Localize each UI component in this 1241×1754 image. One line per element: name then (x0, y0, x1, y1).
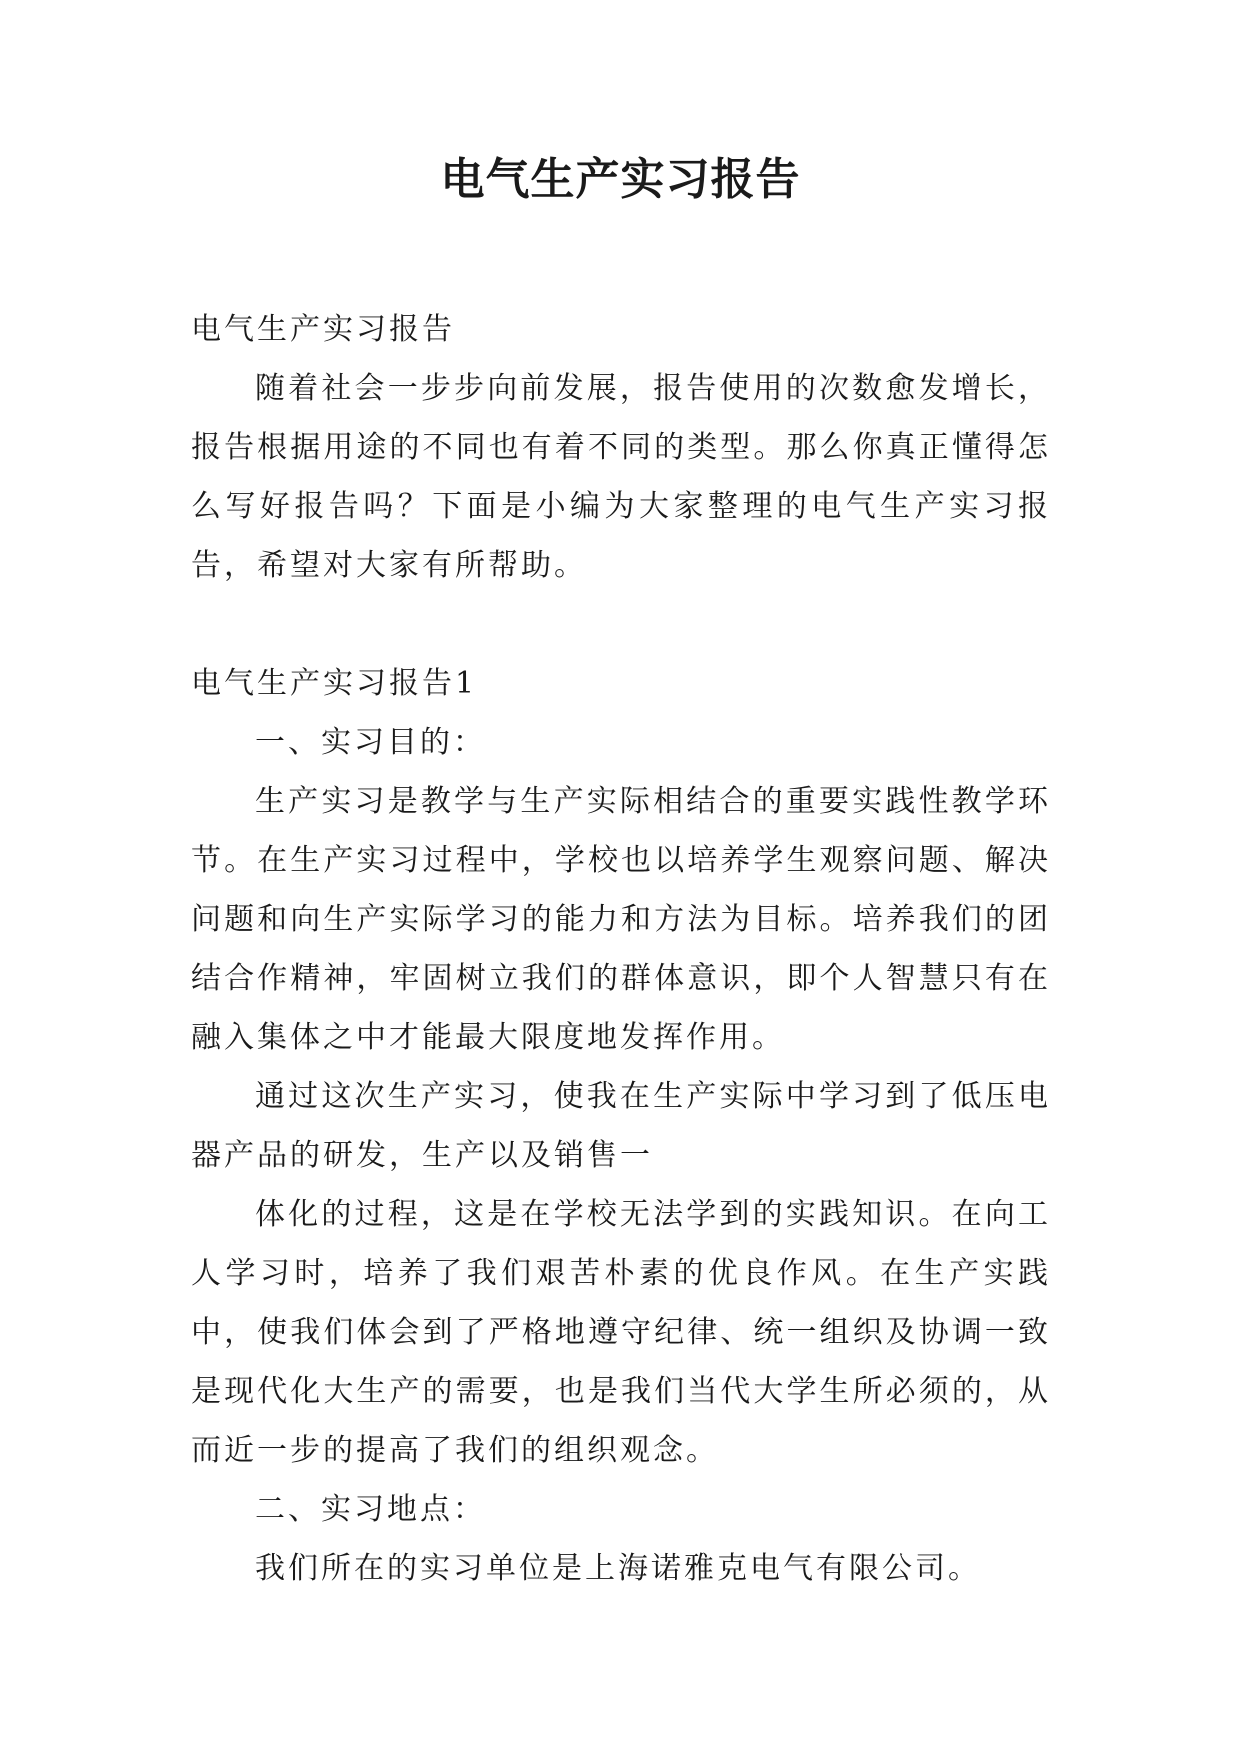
subsection-heading: 一、实习目的： (255, 725, 486, 760)
body-paragraph: 我们所在的实习单位是上海诺雅克电气有限公司。 (255, 1551, 981, 1586)
paragraph-gap (191, 595, 1051, 654)
intro-paragraph: 随着社会一步步向前发展，报告使用的次数愈发增长，报告根据用途的不同也有着不同的类型。那么你真正懂得怎么写好报告吗？下面是小编为大家整理的电气生产实习报告，希望对大家有所帮助。 (191, 371, 1051, 583)
section-heading: 电气生产实习报告 (191, 312, 455, 347)
body-paragraph: 体化的过程，这是在学校无法学到的实践知识。在向工人学习时，培养了我们艰苦朴素的优良作风。在生产实践中，使我们体会到了严格地遵守纪律、统一组织及协调一致是现代化大生产的需要，也是我们当代大学生所必须的，从而近一步的提高了我们的组织观念。 (191, 1197, 1051, 1468)
report-heading: 电气生产实习报告1 (191, 666, 478, 701)
document-body (191, 300, 1051, 1598)
body-paragraph: 通过这次生产实习，使我在生产实际中学习到了低压电器产品的研发，生产以及销售一 (191, 1079, 1051, 1173)
subsection-heading: 二、实习地点： (255, 1492, 486, 1527)
body-paragraph: 生产实习是教学与生产实际相结合的重要实践性教学环节。在生产实习过程中，学校也以培养学生观察问题、解决问题和向生产实际学习的能力和方法为目标。培养我们的团结合作精神，牢固树立我们的群体意识，即个人智慧只有在融入集体之中才能最大限度地发挥作用。 (191, 784, 1051, 1055)
document-title: 电气生产实习报告 (440, 154, 801, 205)
